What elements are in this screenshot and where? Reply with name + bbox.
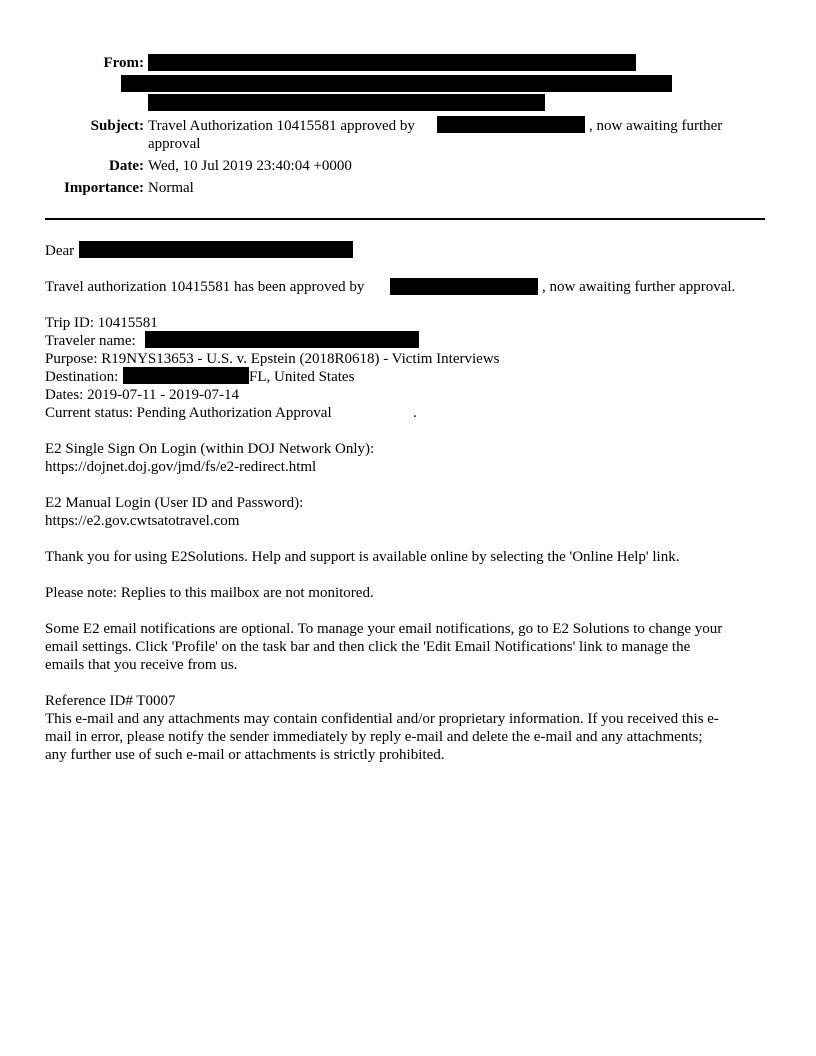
disclaimer-line-2: mail in error, please notify the sender immediately by reply e-mail and delete the e-mail and any attachments; <box>45 729 703 745</box>
importance-value: Normal <box>148 180 194 196</box>
mailbox-note: Please note: Replies to this mailbox are not monitored. <box>45 585 374 601</box>
approval-text-part2: , now awaiting further approval. <box>542 279 736 295</box>
date-value: Wed, 10 Jul 2019 23:40:04 +0000 <box>148 158 352 174</box>
subject-value-part1: Travel Authorization 10415581 approved by <box>148 118 415 134</box>
manual-login-heading: E2 Manual Login (User ID and Password): <box>45 495 304 511</box>
approver-redaction <box>390 278 538 295</box>
thanks-text: Thank you for using E2Solutions. Help and support is available online by selecting the 'Online Help' link. <box>45 549 680 565</box>
manual-login-url[interactable]: https://e2.gov.cwtsatotravel.com <box>45 513 240 529</box>
importance-label: Importance: <box>64 180 144 196</box>
destination-value: FL, United States <box>249 369 355 385</box>
from-redaction-2 <box>121 75 672 92</box>
sso-heading: E2 Single Sign On Login (within DOJ Network Only): <box>45 441 375 457</box>
recipient-redaction <box>79 241 353 258</box>
traveler-name-line <box>45 332 136 350</box>
approval-line <box>45 278 364 296</box>
traveler-name-label: Traveler name: <box>45 333 136 349</box>
notification-line-3: emails that you receive from us. <box>45 657 238 673</box>
date-label: Date: <box>109 158 144 174</box>
subject-redaction <box>437 116 585 133</box>
reference-id: Reference ID# T0007 <box>45 693 176 709</box>
disclaimer-line-1: This e-mail and any attachments may contain confidential and/or proprietary information. If you received this e- <box>45 711 719 727</box>
header-divider <box>45 218 765 220</box>
from-redaction-3 <box>148 94 545 111</box>
status-dot: . <box>413 405 417 421</box>
greeting-line <box>45 242 74 260</box>
disclaimer-line-3: any further use of such e-mail or attachments is strictly prohibited. <box>45 747 445 763</box>
subject-value-part2: , now awaiting further <box>589 118 723 134</box>
trip-id: Trip ID: 10415581 <box>45 315 158 331</box>
sso-url[interactable]: https://dojnet.doj.gov/jmd/fs/e2-redirect.html <box>45 459 317 475</box>
purpose: Purpose: R19NYS13653 - U.S. v. Epstein (2018R0618) - Victim Interviews <box>45 351 500 367</box>
subject-label: Subject: <box>90 118 144 134</box>
destination-redaction <box>123 367 249 384</box>
destination-line <box>45 368 118 386</box>
from-label: From: <box>103 55 144 71</box>
notification-line-2: email settings. Click 'Profile' on the task bar and then click the 'Edit Email Notifications' link to manage the <box>45 639 691 655</box>
destination-label: Destination: <box>45 369 119 385</box>
current-status: Current status: Pending Authorization Approval <box>45 405 332 421</box>
approval-text-part1: Travel authorization 10415581 has been approved by <box>45 279 365 295</box>
subject-value-line2: approval <box>148 136 201 152</box>
traveler-name-redaction <box>145 331 419 348</box>
greeting-text: Dear <box>45 243 75 259</box>
from-redaction-1 <box>148 54 636 71</box>
dates: Dates: 2019-07-11 - 2019-07-14 <box>45 387 239 403</box>
notification-line-1: Some E2 email notifications are optional. To manage your email notifications, go to E2 Solutions to change your <box>45 621 723 637</box>
